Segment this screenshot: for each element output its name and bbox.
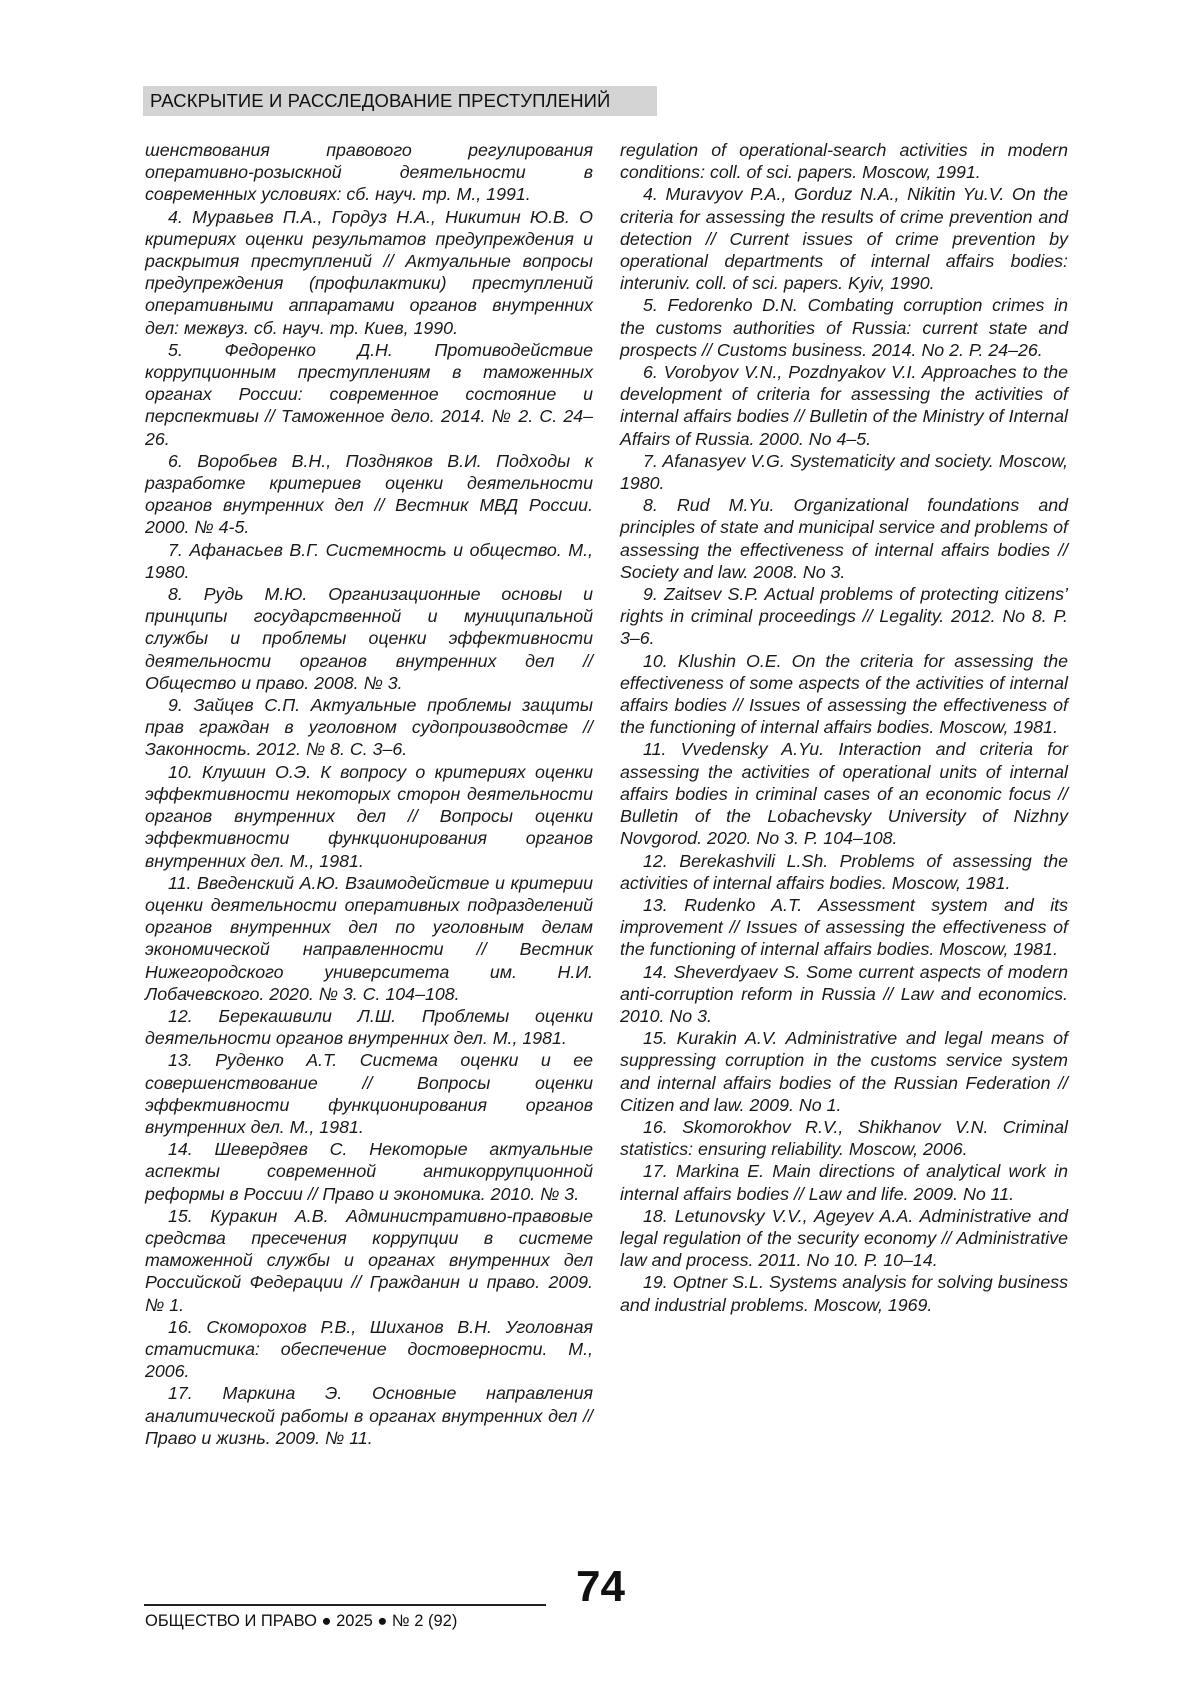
reference-item: 18. Letunovsky V.V., Ageyev A.A. Administrative and legal regulation of the security economy // Administrative law and process. 2011. No 10. P. 10–14.	[620, 1205, 1068, 1271]
reference-item: 19. Optner S.L. Systems analysis for solving business and industrial problems. Moscow, 1969.	[620, 1272, 1068, 1315]
reference-item: regulation of operational-search activities in modern conditions: coll. of sci. papers. Moscow, 1991.	[620, 140, 1068, 183]
reference-item: 5. Федоренко Д.Н. Противодействие коррупционным преступлениям в таможенных органах России: современное состояние и перспективы // Таможенное дело. 2014. № 2. С. 24–26.	[145, 339, 593, 449]
reference-item: 4. Muravyov P.A., Gorduz N.A., Nikitin Yu.V. On the criteria for assessing the results of crime prevention and detection // Current issues of crime prevention by operational departments of internal affairs bodies: interuniv. coll. of sci. papers. Kyiv, 1990.	[620, 184, 1068, 294]
reference-item: 9. Zaitsev S.P. Actual problems of protecting citizens’ rights in criminal proceedings // Legality. 2012. No 8. P. 3–6.	[620, 584, 1068, 649]
footer-rule	[144, 1604, 546, 1606]
reference-item: 11. Введенский А.Ю. Взаимодействие и критерии оценки деятельности оперативных подразделений органов внутренних дел по уголовным делам экономической направленности // Вестник Нижегородского университета им. Н.И. Лобачевского. 2020. № 3. С. 104–108.	[145, 872, 593, 1004]
reference-item: 16. Skomorokhov R.V., Shikhanov V.N. Criminal statistics: ensuring reliability. Moscow, 2006.	[620, 1116, 1068, 1160]
reference-item: 13. Руденко А.Т. Система оценки и ее совершенствование // Вопросы оценки эффективности функционирования органов внутренних дел. М., 1981.	[145, 1050, 593, 1137]
reference-item: 8. Rud M.Yu. Organizational foundations and principles of state and municipal service and problems of assessing the effectiveness of internal affairs bodies // Society and law. 2008. No 3.	[620, 495, 1068, 582]
reference-item: 14. Sheverdyaev S. Some current aspects of modern anti-corruption reform in Russia // Law and economics. 2010. No 3.	[620, 961, 1068, 1026]
reference-item: 17. Markina E. Main directions of analytical work in internal affairs bodies // Law and life. 2009. No 11.	[620, 1161, 1068, 1204]
reference-item: 11. Vvedensky A.Yu. Interaction and criteria for assessing the activities of operational units of internal affairs bodies in criminal cases of an economic focus // Bulletin of the Lobachevsky University of Nizhny Novgorod. 2020. No 3. P. 104–108.	[620, 739, 1068, 849]
section-title: РАСКРЫТИЕ И РАССЛЕДОВАНИЕ ПРЕСТУПЛЕНИЙ	[150, 90, 611, 111]
reference-item: 6. Воробьев В.Н., Поздняков В.И. Подходы к разработке критериев оценки деятельности органов внутренних дел // Вестник МВД России. 2000. № 4-5.	[145, 450, 593, 538]
reference-item: 13. Rudenko A.T. Assessment system and its improvement // Issues of assessing the effectiveness of the functioning of internal affairs bodies. Moscow, 1981.	[620, 894, 1068, 960]
references-english	[620, 139, 1068, 1316]
reference-item: 7. Afanasyev V.G. Systematicity and society. Moscow, 1980.	[620, 450, 1068, 494]
reference-item: 4. Муравьев П.А., Гордуз Н.А., Никитин Ю.В. О критериях оценки результатов предупреждения и раскрытия преступлений // Актуальные вопросы предупреждения (профилактики) преступлений оперативными аппаратами органов внутренних дел: межвуз. сб. науч. тр. Киев, 1990.	[145, 206, 593, 338]
reference-item: шенствования правового регулирования оперативно-розыскной деятельности в современных условиях: сб. науч. тр. М., 1991.	[145, 140, 593, 205]
journal-footer: ОБЩЕСТВО И ПРАВО ● 2025 ● № 2 (92)	[145, 1612, 458, 1630]
reference-item: 17. Маркина Э. Основные направления аналитической работы в органах внутренних дел // Право и жизнь. 2009. № 11.	[145, 1383, 593, 1448]
reference-item: 6. Vorobyov V.N., Pozdnyakov V.I. Approaches to the development of criteria for assessing the activities of internal affairs bodies // Bulletin of the Ministry of Internal Affairs of Russia. 2000. No 4–5.	[620, 362, 1068, 449]
reference-item: 16. Скоморохов Р.В., Шиханов В.Н. Уголовная статистика: обеспечение достоверности. М., 2006.	[145, 1316, 593, 1382]
reference-item: 12. Берекашвили Л.Ш. Проблемы оценки деятельности органов внутренних дел. М., 1981.	[145, 1005, 593, 1049]
reference-item: 15. Куракин А.В. Административно-правовые средства пресечения коррупции в системе таможенной службы и органах внутренних дел Российской Федерации // Гражданин и право. 2009. № 1.	[145, 1205, 593, 1315]
reference-item: 8. Рудь М.Ю. Организационные основы и принципы государственной и муниципальной службы и проблемы оценки эффективности деятельности органов внутренних дел // Общество и право. 2008. № 3.	[145, 584, 593, 693]
reference-item: 14. Шевердяев С. Некоторые актуальные аспекты современной антикоррупционной реформы в России // Право и экономика. 2010. № 3.	[145, 1139, 593, 1204]
reference-item: 15. Kurakin A.V. Administrative and legal means of suppressing corruption in the customs service system and internal affairs bodies of the Russian Federation // Citizen and law. 2009. No 1.	[620, 1028, 1068, 1115]
references-russian	[145, 139, 593, 1449]
reference-item: 5. Fedorenko D.N. Combating corruption crimes in the customs authorities of Russia: current state and prospects // Customs business. 2014. No 2. P. 24–26.	[620, 295, 1068, 360]
reference-item: 10. Клушин О.Э. К вопросу о критериях оценки эффективности некоторых сторон деятельности органов внутренних дел // Вопросы оценки эффективности функционирования органов внутренних дел. М., 1981.	[145, 761, 593, 871]
reference-item: 9. Зайцев С.П. Актуальные проблемы защиты прав граждан в уголовном судопроизводстве // Законность. 2012. № 8. С. 3–6.	[145, 695, 593, 760]
reference-item: 7. Афанасьев В.Г. Системность и общество. М., 1980.	[145, 539, 593, 582]
section-header	[143, 86, 657, 116]
reference-item: 10. Klushin O.E. On the criteria for assessing the effectiveness of some aspects of the activities of internal affairs bodies // Issues of assessing the effectiveness of the functioning of internal affairs bodies. Moscow, 1981.	[620, 650, 1068, 738]
reference-item: 12. Berekashvili L.Sh. Problems of assessing the activities of internal affairs bodies. Moscow, 1981.	[620, 850, 1068, 893]
page-number: 74	[576, 1562, 625, 1611]
